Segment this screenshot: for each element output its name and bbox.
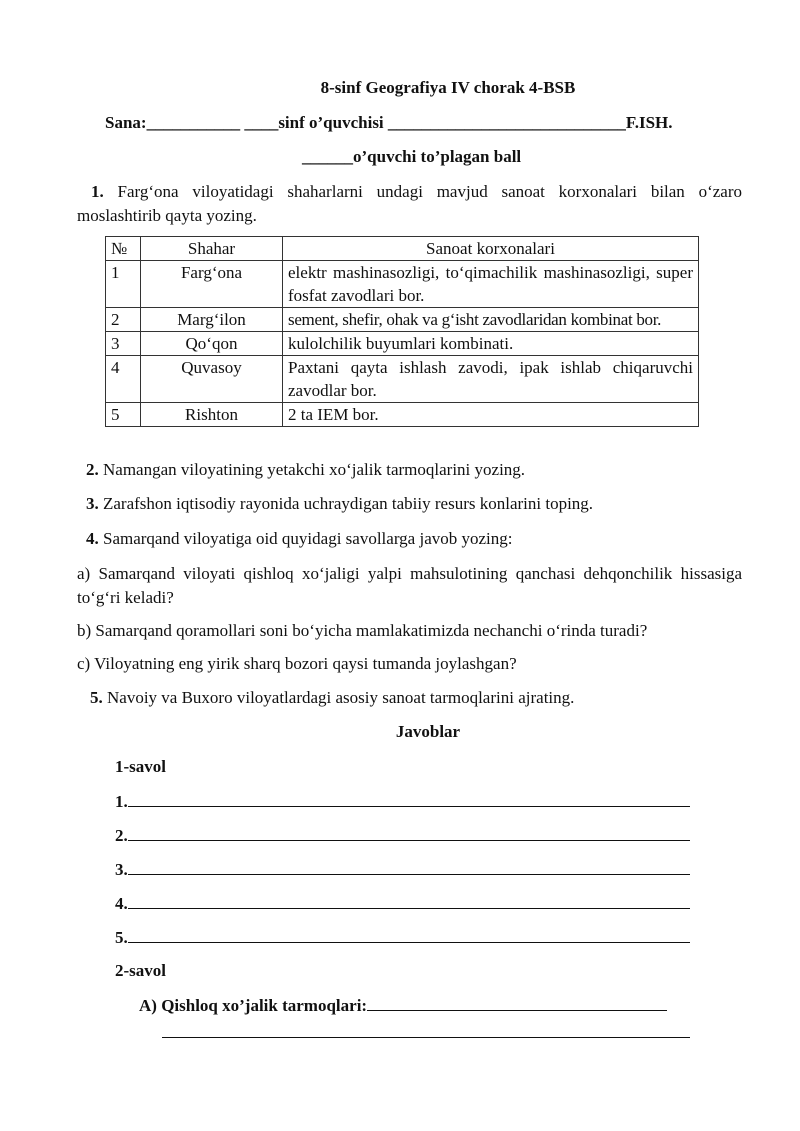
answer-2a[interactable] (139, 995, 667, 1016)
name-date-line: Sana:___________ ____sinf o’quvchisi ____________________________F.ISH. (105, 113, 673, 132)
table-row (106, 356, 699, 403)
answer-section-2: 2-savol (115, 961, 166, 980)
row-city: Farg‘ona (141, 261, 283, 308)
row-number: 3 (106, 332, 141, 356)
question-2-number: 2. (86, 460, 99, 479)
question-2 (86, 460, 525, 480)
table-header-city: Shahar (141, 237, 283, 261)
question-1-text: Farg‘ona viloyatidagi shaharlarni undagi mavjud sanoat korxonalari bilan o‘zaro moslashtirib qayta yozing. (77, 182, 742, 225)
answers-title: Javoblar (395, 722, 461, 741)
answer-blank[interactable] (128, 791, 690, 807)
table-header-number: № (106, 237, 141, 261)
row-industry: 2 ta IEM bor. (283, 403, 699, 427)
answer-line-label: 2. (115, 826, 128, 845)
answer-blank[interactable] (128, 893, 690, 909)
answer-section-1: 1-savol (115, 757, 166, 776)
row-industry: elektr mashinasozligi, to‘qimachilik mashinasozligi, super fosfat zavodlari bor. (283, 261, 699, 308)
question-4c: c) Viloyatning eng yirik sharq bozori qaysi tumanda joylashgan? (77, 654, 517, 673)
table-row (106, 308, 699, 332)
score-line: ______o’quvchi to’plagan ball (302, 147, 522, 166)
row-number: 5 (106, 403, 141, 427)
question-3 (86, 494, 593, 514)
question-2-text: Namangan viloyatining yetakchi xo‘jalik tarmoqlarini yozing. (103, 460, 526, 479)
row-number: 4 (106, 356, 141, 403)
answer-2a-continuation-line[interactable] (162, 1037, 690, 1038)
table-header-row (106, 237, 699, 261)
question-4-text: Samarqand viloyatiga oid quyidagi savollarga javob yozing: (103, 529, 513, 548)
question-5 (90, 688, 574, 708)
answer-line-3[interactable] (115, 859, 690, 880)
row-industry: Paxtani qayta ishlash zavodi, ipak ishlab chiqaruvchi zavodlar bor. (283, 356, 699, 403)
answer-line-label: 1. (115, 792, 128, 811)
row-number: 1 (106, 261, 141, 308)
page-title: 8-sinf Geografiya IV chorak 4-BSB (320, 78, 576, 97)
question-3-text: Zarafshon iqtisodiy rayonida uchraydigan tabiiy resurs konlarini toping. (103, 494, 594, 513)
row-city: Qo‘qon (141, 332, 283, 356)
answer-line-5[interactable] (115, 927, 690, 948)
answer-line-4[interactable] (115, 893, 690, 914)
question-1 (77, 180, 742, 228)
answer-blank[interactable] (128, 859, 690, 875)
answer-line-1[interactable] (115, 791, 690, 812)
cities-industry-table (105, 236, 699, 427)
table-row (106, 332, 699, 356)
answer-line-label: 3. (115, 860, 128, 879)
question-4b: b) Samarqand qoramollari soni bo‘yicha mamlakatimizda nechanchi o‘rinda turadi? (77, 621, 648, 640)
question-4 (86, 529, 513, 549)
answer-line-label: 4. (115, 894, 128, 913)
row-industry: kulolchilik buyumlari kombinati. (283, 332, 699, 356)
answer-line-2[interactable] (115, 825, 690, 846)
question-5-number: 5. (90, 688, 103, 707)
answer-line-label: 5. (115, 928, 128, 947)
row-city: Rishton (141, 403, 283, 427)
row-city: Marg‘ilon (141, 308, 283, 332)
table-row (106, 403, 699, 427)
row-city: Quvasoy (141, 356, 283, 403)
row-number: 2 (106, 308, 141, 332)
answer-blank[interactable] (367, 995, 667, 1011)
answer-2a-label: A) Qishloq xo’jalik tarmoqlari: (139, 996, 368, 1015)
answer-blank[interactable] (128, 825, 690, 841)
question-4-number: 4. (86, 529, 99, 548)
table-header-industry: Sanoat korxonalari (283, 237, 699, 261)
question-5-text: Navoiy va Buxoro viloyatlardagi asosiy sanoat tarmoqlarini ajrating. (107, 688, 575, 707)
row-industry: sement, shefir, ohak va g‘isht zavodlaridan kombinat bor. (283, 308, 699, 332)
table-row (106, 261, 699, 308)
answer-blank[interactable] (128, 927, 690, 943)
question-1-number: 1. (91, 182, 104, 201)
question-3-number: 3. (86, 494, 99, 513)
question-4a: a) Samarqand viloyati qishloq xo‘jaligi yalpi mahsulotining qanchasi dehqonchilik hissasiga to‘g‘ri keladi? (77, 564, 742, 607)
